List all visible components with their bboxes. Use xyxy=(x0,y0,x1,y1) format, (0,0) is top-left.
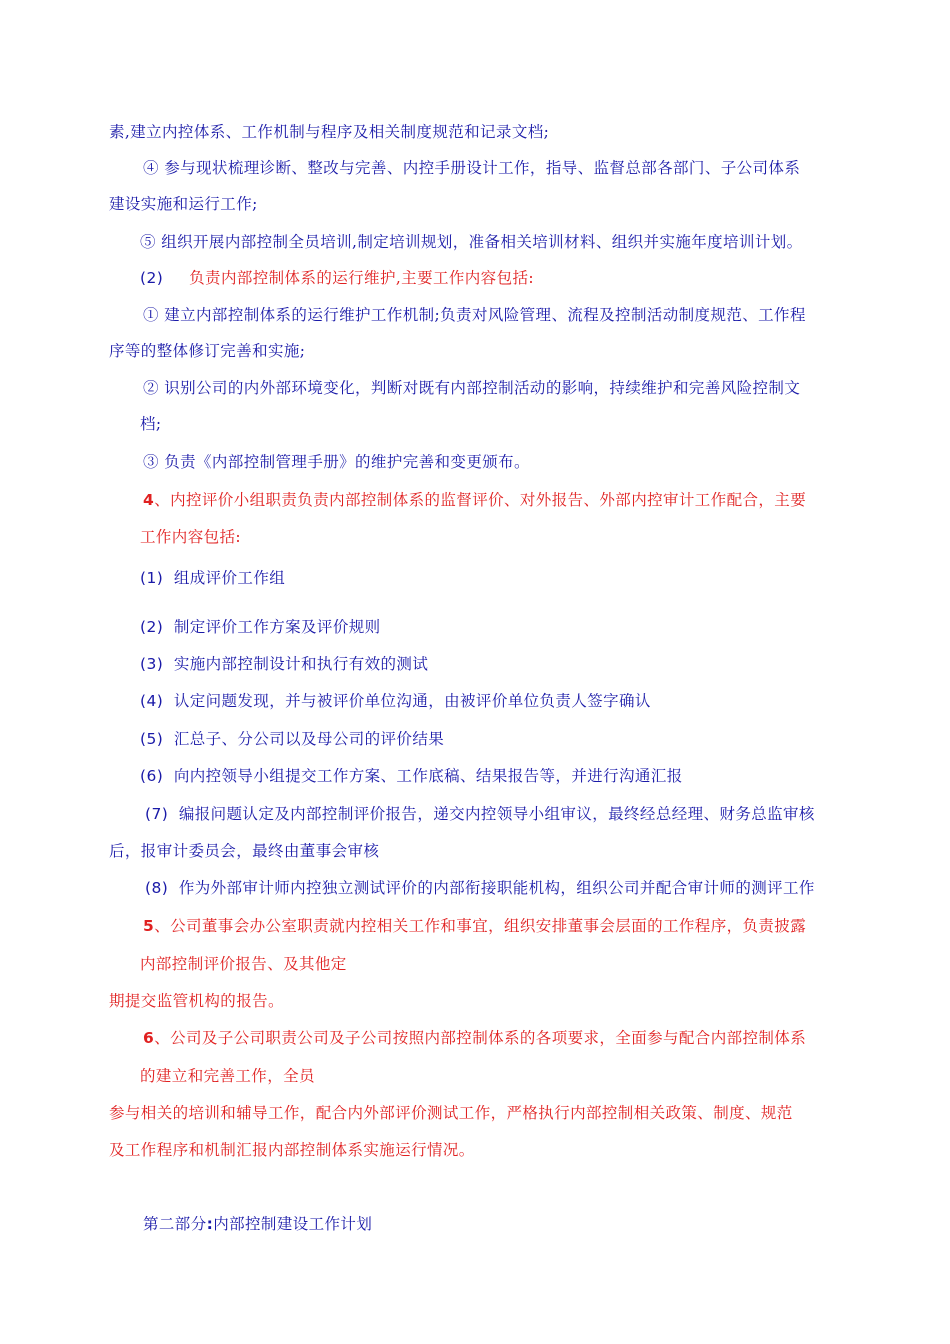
text-line: ③ 负责《内部控制管理手册》的维护完善和变更颁布。 xyxy=(143,453,530,471)
text-line: ⑤ 组织开展内部控制全员培训,制定培训规划，准备相关培训材料、组织并实施年度培训计划。 xyxy=(140,233,803,251)
text-line: 后，报审计委员会，最终由董事会审核 xyxy=(109,842,380,860)
list-number: (5) xyxy=(140,730,164,748)
text-line: 档; xyxy=(140,415,162,433)
list-number: (4) xyxy=(140,692,164,710)
text-line: ① 建立内部控制体系的运行维护工作机制;负责对风险管理、流程及控制活动制度规范、工作程 xyxy=(143,306,806,324)
part-colon: : xyxy=(206,1215,214,1233)
section-heading xyxy=(143,490,806,510)
section-number: 4 xyxy=(143,491,155,509)
list-number: (3) xyxy=(140,655,164,673)
list-text: 认定问题发现，并与被评价单位沟通，由被评价单位负责人签字确认 xyxy=(173,692,651,710)
section-heading xyxy=(143,1028,806,1048)
text-line: 期提交监管机构的报告。 xyxy=(109,992,284,1010)
list-item xyxy=(145,878,815,898)
text-line: 的建立和完善工作，全员 xyxy=(140,1067,315,1085)
list-text: 制定评价工作方案及评价规则 xyxy=(173,618,381,636)
list-number: (6) xyxy=(140,767,164,785)
subsection-title: 负责内部控制体系的运行维护,主要工作内容包括: xyxy=(189,269,535,287)
list-item xyxy=(140,766,683,786)
part-label: 第二部分 xyxy=(143,1215,207,1233)
list-item xyxy=(140,729,444,749)
list-number: (7) xyxy=(145,805,169,823)
list-item xyxy=(140,568,285,588)
list-text: 实施内部控制设计和执行有效的测试 xyxy=(173,655,429,673)
list-item xyxy=(140,654,428,674)
text-line: 参与相关的培训和辅导工作，配合内外部评价测试工作，严格执行内部控制相关政策、制度、规范 xyxy=(109,1104,793,1122)
list-text: 编报问题认定及内部控制评价报告，递交内控领导小组审议，最终经总经理、财务总监审核 xyxy=(178,805,815,823)
list-text: 作为外部审计师内控独立测试评价的内部衔接职能机构，组织公司并配合审计师的测评工作 xyxy=(178,879,815,897)
text-line: 素,建立内控体系、工作机制与程序及相关制度规范和记录文档; xyxy=(109,123,550,141)
list-number: (8) xyxy=(145,879,169,897)
list-item xyxy=(140,691,651,711)
list-text: 组成评价工作组 xyxy=(173,569,286,587)
part-title xyxy=(143,1214,372,1234)
text-line: ④ 参与现状梳理诊断、整改与完善、内控手册设计工作，指导、监督总部各部门、子公司体系 xyxy=(143,159,801,177)
text-line: 内部控制评价报告、及其他定 xyxy=(140,955,347,973)
text-line: ② 识别公司的内外部环境变化，判断对既有内部控制活动的影响，持续维护和完善风险控制文 xyxy=(143,379,801,397)
section-title: 、内控评价小组职责负责内部控制体系的监督评价、对外报告、外部内控审计工作配合，主要 xyxy=(154,491,807,509)
subsection-number: (2) xyxy=(140,269,164,287)
section-title: 、公司董事会办公室职责就内控相关工作和事宜，组织安排董事会层面的工作程序，负责披露 xyxy=(154,917,807,935)
list-text: 汇总子、分公司以及母公司的评价结果 xyxy=(173,730,445,748)
list-item xyxy=(145,804,815,824)
list-text: 向内控领导小组提交工作方案、工作底稿、结果报告等，并进行沟通汇报 xyxy=(173,767,683,785)
section-title: 、公司及子公司职责公司及子公司按照内部控制体系的各项要求，全面参与配合内部控制体系 xyxy=(154,1029,807,1047)
list-number: (1) xyxy=(140,569,164,587)
subsection-heading xyxy=(140,268,534,288)
section-number: 6 xyxy=(143,1029,155,1047)
list-number: (2) xyxy=(140,618,164,636)
text-line: 工作内容包括: xyxy=(140,528,242,546)
text-line: 建设实施和运行工作; xyxy=(109,195,258,213)
list-item xyxy=(140,617,381,637)
section-heading xyxy=(143,916,806,936)
text-line: 序等的整体修订完善和实施; xyxy=(109,342,306,360)
part-name: 内部控制建设工作计划 xyxy=(213,1215,373,1233)
section-number: 5 xyxy=(143,917,155,935)
text-line: 及工作程序和机制汇报内部控制体系实施运行情况。 xyxy=(109,1141,475,1159)
